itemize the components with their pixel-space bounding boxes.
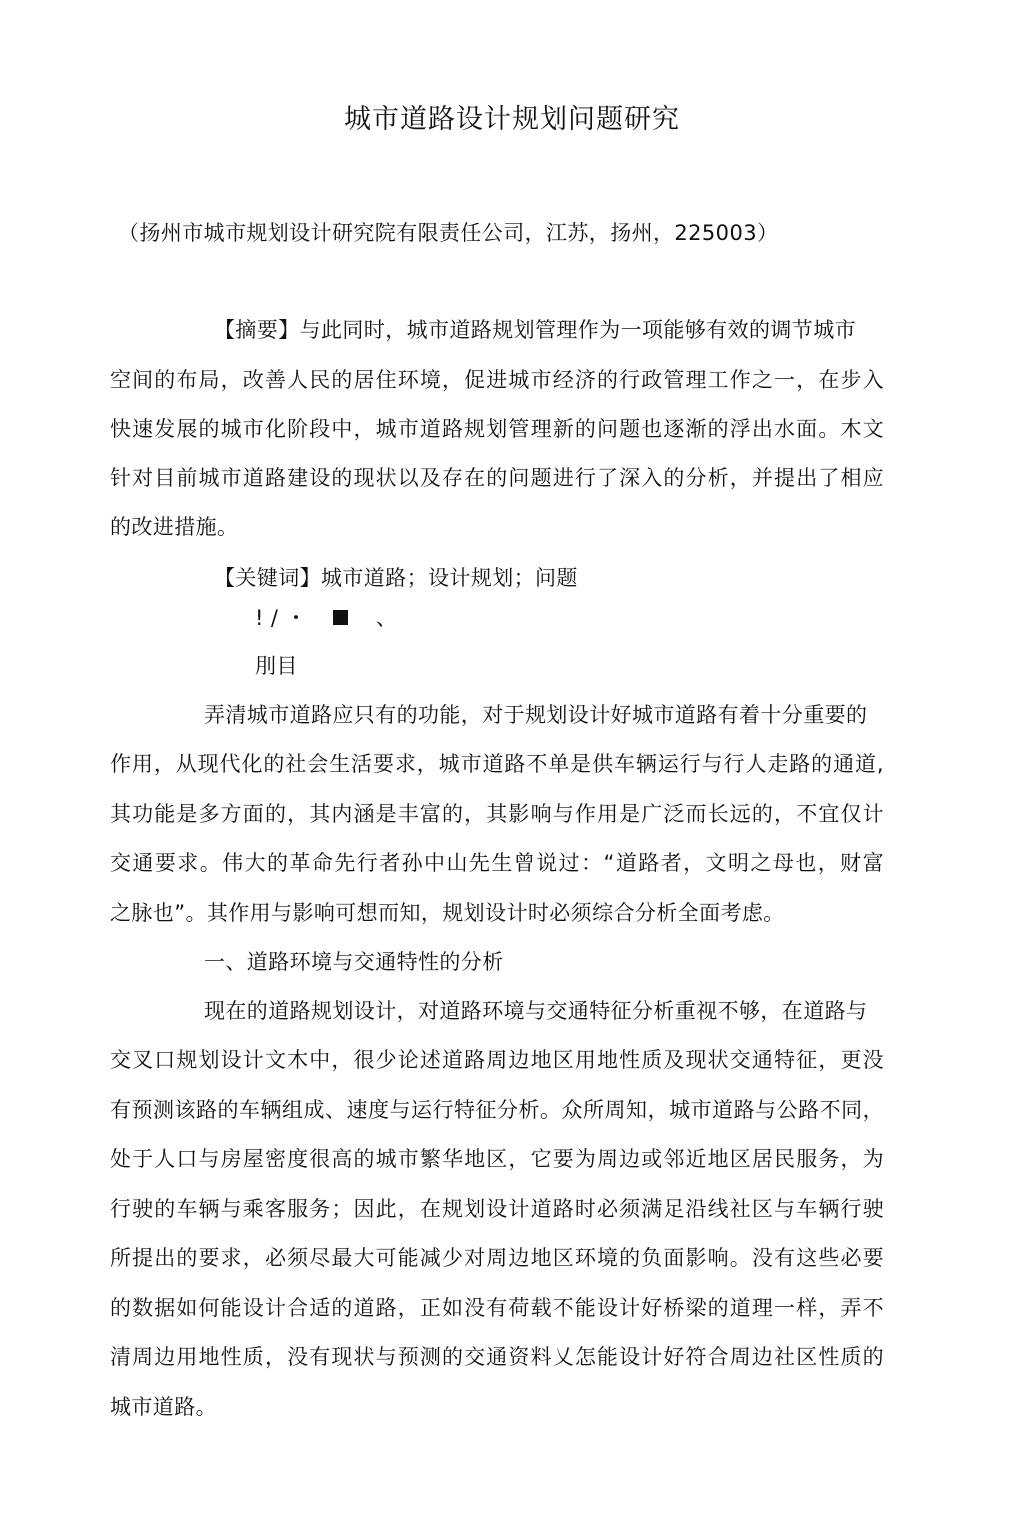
document-title: 城市道路设计规划问题研究 <box>344 104 680 135</box>
section-body-line: 行驶的车辆与乘客服务；因此，在规划设计道路时必须满足沿线社区与车辆行驶 <box>110 1197 884 1221</box>
section-body-line: 城市道路。 <box>110 1395 217 1419</box>
intro-line: 作用，从现代化的社会生活要求，城市道路不单是供车辆运行与行人走路的通道, <box>110 752 884 776</box>
intro-line: 弄清城市道路应只有的功能，对于规划设计好城市道路有着十分重要的 <box>204 703 868 727</box>
section-body-line: 有预测该路的车辆组成、速度与运行特征分析。众所周知，城市道路与公路不同， <box>110 1098 884 1122</box>
abstract-line: 【摘要】与此同时，城市道路规划管理作为一项能够有效的调节城市 <box>214 318 856 342</box>
black-square-mark <box>333 610 348 625</box>
section-body-line: 清周边用地性质，没有现状与预测的交通资料乂怎能设计好符合周边社区性质的 <box>110 1345 884 1369</box>
abstract-line: 针对目前城市道路建设的现状以及存在的问题进行了深入的分析，并提出了相应 <box>110 466 884 490</box>
intro-line: 交通要求。伟大的革命先行者孙中山先生曾说过：“道路者，文明之母也，财富 <box>110 851 884 875</box>
section-body-line: 的数据如何能设计合适的道路，正如没有荷载不能设计好桥梁的道理一样，弄不 <box>110 1296 884 1320</box>
artifact-text-left: ! / ・ <box>255 606 307 630</box>
abstract-line: 的改进措施。 <box>110 515 239 539</box>
section-body-line: 现在的道路规划设计，对道路环境与交通特征分析重视不够，在道路与 <box>204 999 868 1023</box>
section-body-line: 所提出的要求，必须尽最大可能减少对周边地区环境的负面影响。没有这些必要 <box>110 1246 884 1270</box>
section-body-line: 处于人口与房屋密度很高的城市繁华地区，它要为周边或邻近地区居民服务，为 <box>110 1147 884 1171</box>
scan-artifact-line <box>255 603 397 633</box>
author-affiliation: （扬州市城市规划设计研究院有限责任公司，江苏，扬州，225003） <box>118 221 779 245</box>
abstract-line: 空间的布局，改善人民的居住环境，促进城市经济的行政管理工作之一，在步入 <box>110 368 884 392</box>
section-heading: 一、道路环境与交通特性的分析 <box>204 950 504 974</box>
artifact-text-right: 、 <box>375 606 398 630</box>
intro-line: 之脉也”。其作用与影响可想而知，规划设计时必须综合分析全面考虑。 <box>110 901 785 925</box>
abstract-line: 快速发展的城市化阶段中，城市道路规划管理新的问题也逐渐的浮出水面。木文 <box>110 417 884 441</box>
keywords: 【关键词】城市道路；设计规划；问题 <box>214 566 578 590</box>
section-body-line: 交叉口规划设计文木中，很少论述道路周边地区用地性质及现状交通特征，更没 <box>110 1048 884 1072</box>
preface-heading: 刖目 <box>255 654 298 678</box>
intro-line: 其功能是多方面的，其内涵是丰富的，其影响与作用是广泛而长远的，不宜仅计 <box>110 802 884 826</box>
